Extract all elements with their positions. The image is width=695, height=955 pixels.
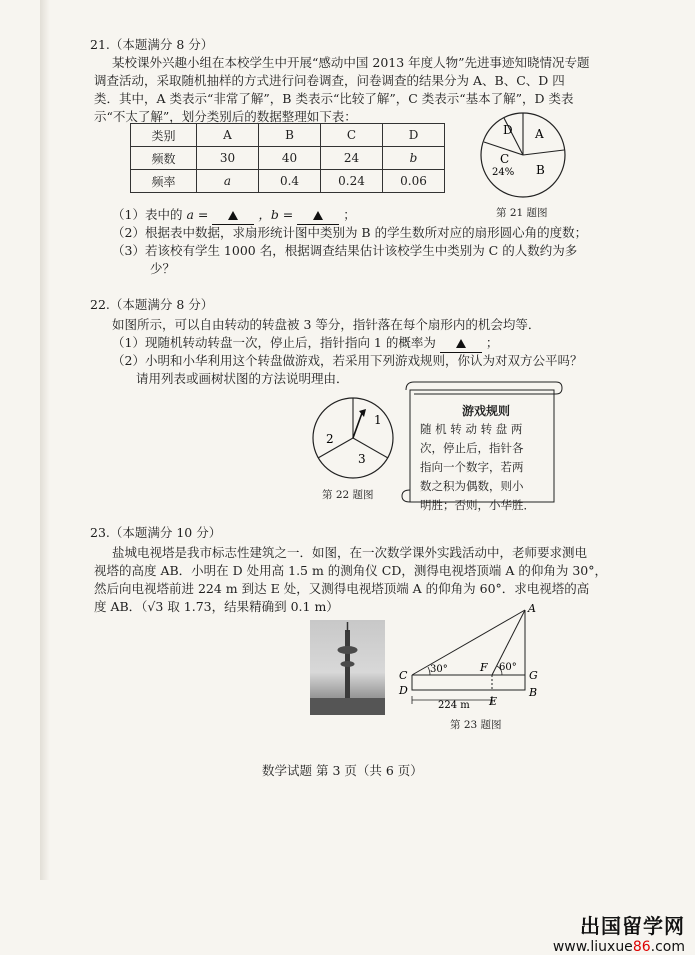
q22-intro: 如图所示，可以自由转动的转盘被 3 等分，指针落在每个扇形内的机会均等． xyxy=(112,317,541,332)
spinner-divider xyxy=(318,438,353,458)
spinner-label-3: 3 xyxy=(358,452,366,466)
table-row xyxy=(131,124,445,147)
tv-tower-icon xyxy=(310,620,385,715)
answer-triangle-icon xyxy=(228,211,238,220)
spinner-pointer xyxy=(353,413,362,438)
point-label-b: B xyxy=(529,686,538,699)
q21-intro-line-4: 示“不太了解”，划分类别后的数据整理如下表： xyxy=(94,109,357,124)
pie-label-d: D xyxy=(503,123,513,137)
spinner-label-2: 2 xyxy=(326,432,334,446)
q22-p1-prefix: （1）现随机转动转盘一次，停止后，指针指向 1 的概率为 xyxy=(112,335,436,350)
site-watermark xyxy=(553,910,685,955)
point-label-c: C xyxy=(399,669,408,682)
table-cell: 0.06 xyxy=(383,170,445,193)
table-cell: 24 xyxy=(321,147,383,170)
q21-pie-chart xyxy=(478,110,568,200)
rules-line: 数之积为偶数，则小 xyxy=(420,479,524,493)
q21-p1-b-label: ，b = xyxy=(258,207,294,222)
table-cell: 0.24 xyxy=(321,170,383,193)
page-footer: 数学试题 第 3 页（共 6 页） xyxy=(262,763,423,778)
q21-part-2: （2）根据表中数据，求扇形统计图中类别为 B 的学生数所对应的扇形圆心角的度数； xyxy=(112,225,588,240)
q21-frequency-table xyxy=(130,123,445,193)
answer-blank xyxy=(440,334,482,353)
q21-figure-caption: 第 21 题图 xyxy=(496,207,548,219)
q22-part-1 xyxy=(112,334,498,353)
q22-p1-end: ； xyxy=(485,335,499,350)
point-label-e: E xyxy=(489,695,498,708)
spinner-label-1: 1 xyxy=(374,413,382,427)
brand-url-prefix: www.liuxue xyxy=(552,939,633,955)
scroll-top-roll xyxy=(406,382,562,394)
rules-line: 随 机 转 动 转 盘 两 xyxy=(420,422,523,436)
answer-triangle-icon xyxy=(313,211,323,220)
rules-title: 游戏规则 xyxy=(462,404,511,418)
q21-header: 21.（本题满分 8 分） xyxy=(90,37,214,52)
brand-name: 出国留学网 xyxy=(580,914,685,938)
table-row xyxy=(131,147,445,170)
q21-p1-end: ； xyxy=(343,207,356,222)
q23-line-4: 度 AB．（√3 取 1.73，结果精确到 0.1 m） xyxy=(94,599,339,614)
table-cell: A xyxy=(197,124,259,147)
table-cell: 30 xyxy=(197,147,259,170)
table-row xyxy=(131,170,445,193)
table-cell: b xyxy=(383,147,445,170)
distance-label: 224 m xyxy=(438,700,470,711)
q21-intro-line-1: 某校课外兴趣小组在本校学生中开展“感动中国 2013 年度人物”先进事迹知晓情况专题 xyxy=(112,55,590,70)
answer-triangle-icon xyxy=(456,339,466,348)
table-cell: D xyxy=(383,124,445,147)
q22-header: 22.（本题满分 8 分） xyxy=(90,297,214,312)
page-edge-shadow xyxy=(40,0,50,880)
rules-line: 指向一个数字，若两 xyxy=(420,460,524,474)
brand-url xyxy=(553,939,685,955)
table-cell: B xyxy=(259,124,321,147)
point-label-g: G xyxy=(529,669,538,682)
point-label-a: A xyxy=(528,602,536,615)
answer-blank xyxy=(212,206,254,225)
q21-part-3-line-2: 少？ xyxy=(150,261,176,276)
pie-divider xyxy=(523,150,564,155)
brand-url-suffix: .com xyxy=(650,939,685,955)
scroll-bottom-roll xyxy=(402,490,410,502)
angle-60-label: 60° xyxy=(499,662,517,673)
q21-part-1 xyxy=(112,206,356,225)
ground-rectangle xyxy=(412,675,525,690)
rules-line: 次，停止后，指针各 xyxy=(420,441,524,455)
angle-30-label: 30° xyxy=(430,664,448,675)
table-cell: C xyxy=(321,124,383,147)
table-cell: 频数 xyxy=(131,147,197,170)
tv-tower-photo xyxy=(310,620,385,715)
answer-blank xyxy=(297,206,339,225)
table-cell: 0.4 xyxy=(259,170,321,193)
point-label-f: F xyxy=(480,661,488,674)
table-cell: a xyxy=(197,170,259,193)
table-cell: 频率 xyxy=(131,170,197,193)
q21-p1-a-label: a = xyxy=(186,207,209,222)
q22-spinner xyxy=(310,395,396,481)
q23-header: 23.（本题满分 10 分） xyxy=(90,525,222,540)
q21-intro-line-2: 调查活动，采取随机抽样的方式进行问卷调查，问卷调查的结果分为 A、B、C、D 四 xyxy=(94,73,565,88)
q22-part-2-line-1: （2）小明和小华利用这个转盘做游戏，若采用下列游戏规则，你认为对双方公平吗？ xyxy=(112,353,583,368)
pie-label-b: B xyxy=(536,163,545,177)
pie-label-c-percent: 24% xyxy=(492,167,515,178)
table-cell: 类别 xyxy=(131,124,197,147)
q21-p1-prefix: （1）表中的 xyxy=(112,207,183,222)
rules-line: 明胜；否则，小华胜． xyxy=(420,498,535,512)
pie-label-a: A xyxy=(535,127,544,141)
brand-url-number: 86 xyxy=(632,939,651,955)
q21-part-3-line-1: （3）若该校有学生 1000 名，根据调查结果估计该校学生中类别为 C 的人数约为多 xyxy=(112,243,578,258)
table-cell: 40 xyxy=(259,147,321,170)
q23-line-2: 视塔的高度 AB．小明在 D 处用高 1.5 m 的测角仪 CD，测得电视塔顶端 A 的仰角为 30°， xyxy=(94,563,607,578)
pie-label-c: C xyxy=(500,152,510,166)
q23-geometry-diagram xyxy=(392,600,557,712)
q23-figure-caption: 第 23 题图 xyxy=(450,719,502,731)
point-label-d: D xyxy=(399,684,408,697)
q22-part-2-line-2: 请用列表或画树状图的方法说明理由． xyxy=(136,371,349,386)
q21-intro-line-3: 类．其中，A 类表示“非常了解”，B 类表示“比较了解”，C 类表示“基本了解”，D 类表 xyxy=(94,91,574,106)
pointer-arrow-icon xyxy=(359,409,366,417)
q23-line-1: 盐城电视塔是我市标志性建筑之一．如图，在一次数学课外实践活动中，老师要求测电 xyxy=(112,545,588,560)
q23-line-3: 然后向电视塔前进 224 m 到达 E 处，又测得电视塔顶端 A 的仰角为 60°．求电视塔的高 xyxy=(94,581,590,596)
q22-figure-caption: 第 22 题图 xyxy=(322,489,374,501)
